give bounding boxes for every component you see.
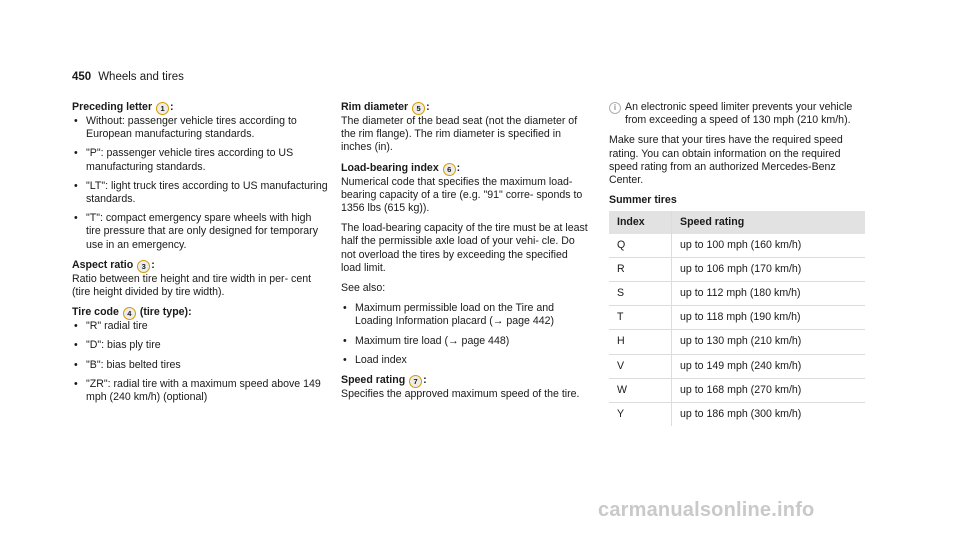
index-cell: Y bbox=[609, 403, 672, 427]
speed-cell: up to 112 mph (180 km/h) bbox=[672, 282, 866, 306]
column-middle bbox=[341, 101, 589, 408]
index-cell: S bbox=[609, 282, 672, 306]
table-row bbox=[609, 378, 865, 402]
list-item: • "T": compact emergency spare wheels with high tire pressure that are only designed for temporary use in an emergency. bbox=[72, 212, 328, 252]
speed-cell: up to 168 mph (270 km/h) bbox=[672, 378, 866, 402]
speed-rating-block: Speed rating 7 : Specifies the approved maximum speed of the tire. bbox=[341, 374, 589, 401]
aspect-ratio-heading: Aspect ratio bbox=[72, 258, 134, 271]
speed-cell: up to 106 mph (170 km/h) bbox=[672, 257, 866, 281]
speed-rating-text: Specifies the approved maximum speed of the tire. bbox=[341, 388, 580, 401]
tire-code-suffix: (tire type): bbox=[139, 306, 192, 319]
column-left bbox=[72, 101, 328, 411]
aspect-ratio-block: Aspect ratio 3 : Ratio between tire height and tire width in per- cent (tire height divided by tire width). bbox=[72, 259, 328, 299]
callout-badge-3: 3 bbox=[137, 260, 150, 273]
callout-badge-6: 6 bbox=[443, 163, 456, 176]
speed-cell: up to 118 mph (190 km/h) bbox=[672, 306, 866, 330]
table-row bbox=[609, 306, 865, 330]
preceding-letter-block: Preceding letter 1 : • Without: passenger vehicle tires according to European manufacturing standards. • "P": passenger vehicle tires according to US manufacturing standards. • "LT": light truck tires according to US manufacturing standards. • "T": compact emergency spare wheels with high tire pressure that are only designed for temporary use in an emergency. bbox=[72, 101, 328, 252]
rim-diameter-heading: Rim diameter bbox=[341, 101, 409, 113]
load-index-heading: Load-bearing index bbox=[341, 161, 439, 174]
page-number: 450 bbox=[72, 71, 92, 83]
callout-badge-5: 5 bbox=[412, 102, 425, 115]
info-note bbox=[609, 101, 865, 127]
callout-badge-4: 4 bbox=[123, 307, 136, 320]
table-row bbox=[609, 282, 865, 306]
load-index-text: Numerical code that specifies the maximum load-bearing capacity of a tire (e.g. "91" corre- sponds to 1356 lbs (615 kg)). bbox=[341, 175, 583, 215]
list-item: • "P": passenger vehicle tires according to US manufacturing standards. bbox=[72, 147, 328, 173]
aspect-ratio-text: Ratio between tire height and tire width in per- cent (tire height divided by tire width). bbox=[72, 272, 312, 299]
speed-cell: up to 186 mph (300 km/h) bbox=[680, 408, 802, 421]
see-also-label: See also: bbox=[341, 282, 386, 295]
rim-diameter-text: The diameter of the bead seat (not the diameter of the rim flange). The rim diameter is specified in inches (in). bbox=[341, 115, 578, 154]
speed-cell: up to 130 mph (210 km/h) bbox=[672, 330, 866, 354]
callout-badge-7: 7 bbox=[409, 375, 422, 388]
index-cell: R bbox=[609, 257, 672, 281]
tire-code-block bbox=[72, 306, 328, 404]
rim-diameter-block: Rim diameter 5 : The diameter of the bead seat (not the diameter of the rim flange). The rim diameter is specified in inches (in). bbox=[341, 101, 589, 155]
callout-badge-1: 1 bbox=[156, 102, 169, 115]
table-row bbox=[609, 257, 865, 281]
summer-tires-heading: Summer tires bbox=[609, 194, 677, 207]
column-header-speed-rating: Speed rating bbox=[672, 211, 866, 233]
section-title: Wheels and tires bbox=[98, 71, 184, 83]
table-row bbox=[609, 330, 865, 354]
speed-cell: up to 100 mph (160 km/h) bbox=[672, 234, 866, 258]
list-item: • "D": bias ply tire bbox=[72, 339, 328, 352]
speed-rating-paragraph: Make sure that your tires have the required speed rating. You can obtain information on the required speed rating from an authorized Mercedes-Benz Center. bbox=[609, 134, 843, 187]
table-header-row bbox=[609, 211, 865, 233]
list-item: • Without: passenger vehicle tires according to European manufacturing standards. bbox=[72, 115, 328, 141]
index-cell: H bbox=[609, 330, 672, 354]
table-row bbox=[609, 234, 865, 258]
list-item: • Load index bbox=[341, 354, 589, 367]
index-cell: W bbox=[609, 378, 672, 402]
index-cell: V bbox=[609, 354, 672, 378]
list-item: • Maximum tire load (→ page 448) bbox=[341, 335, 589, 348]
list-item: • "ZR": radial tire with a maximum speed above 149 mph (240 km/h) (optional) bbox=[72, 378, 328, 404]
index-cell: Q bbox=[609, 234, 672, 258]
preceding-letter-heading: Preceding letter bbox=[72, 101, 153, 113]
info-note-text: An electronic speed limiter prevents your vehicle from exceeding a speed of 130 mph (210 km/h). bbox=[625, 101, 853, 127]
load-index-paragraph: The load-bearing capacity of the tire must be at least half the permissible axle load of your vehi- cle. Do not overload the tires by exceeding the specified load limit. bbox=[341, 222, 588, 274]
tire-code-list bbox=[72, 320, 328, 404]
index-cell: T bbox=[609, 306, 672, 330]
table-row bbox=[609, 403, 865, 427]
load-index-block: Load-bearing index 6 : Numerical code that specifies the maximum load-bearing capacity of a tire (e.g. "91" corre- sponds to 1356 lbs (615 kg)). The load-bearing capacity of the tire must be at least half the permissible axle load of your vehi- cle. Do not overload the tires by exceeding the specified load limit. See also: • Maximum permissible load on the Tire and Loading Information placard (→ page 442) • Maximum tire load (→ page 448) • Load index bbox=[341, 162, 589, 367]
speed-cell: up to 149 mph (240 km/h) bbox=[672, 354, 866, 378]
list-item: • "R" radial tire bbox=[72, 320, 328, 333]
preceding-letter-list bbox=[72, 115, 328, 252]
list-item: • "B": bias belted tires bbox=[72, 359, 328, 372]
column-header-index: Index bbox=[609, 211, 672, 233]
info-icon: i bbox=[609, 102, 621, 114]
list-item: • Maximum permissible load on the Tire and Loading Information placard (→ page 442) bbox=[341, 302, 589, 328]
page-header bbox=[72, 71, 184, 84]
tire-code-heading: Tire code bbox=[72, 306, 119, 319]
column-right bbox=[609, 101, 865, 426]
watermark: carmanualsonline.info bbox=[598, 499, 815, 521]
speed-rating-table bbox=[609, 211, 865, 426]
see-also-list bbox=[341, 302, 589, 367]
speed-rating-heading: Speed rating bbox=[341, 374, 406, 387]
list-item: • "LT": light truck tires according to US manufacturing standards. bbox=[72, 180, 328, 206]
table-row bbox=[609, 354, 865, 378]
